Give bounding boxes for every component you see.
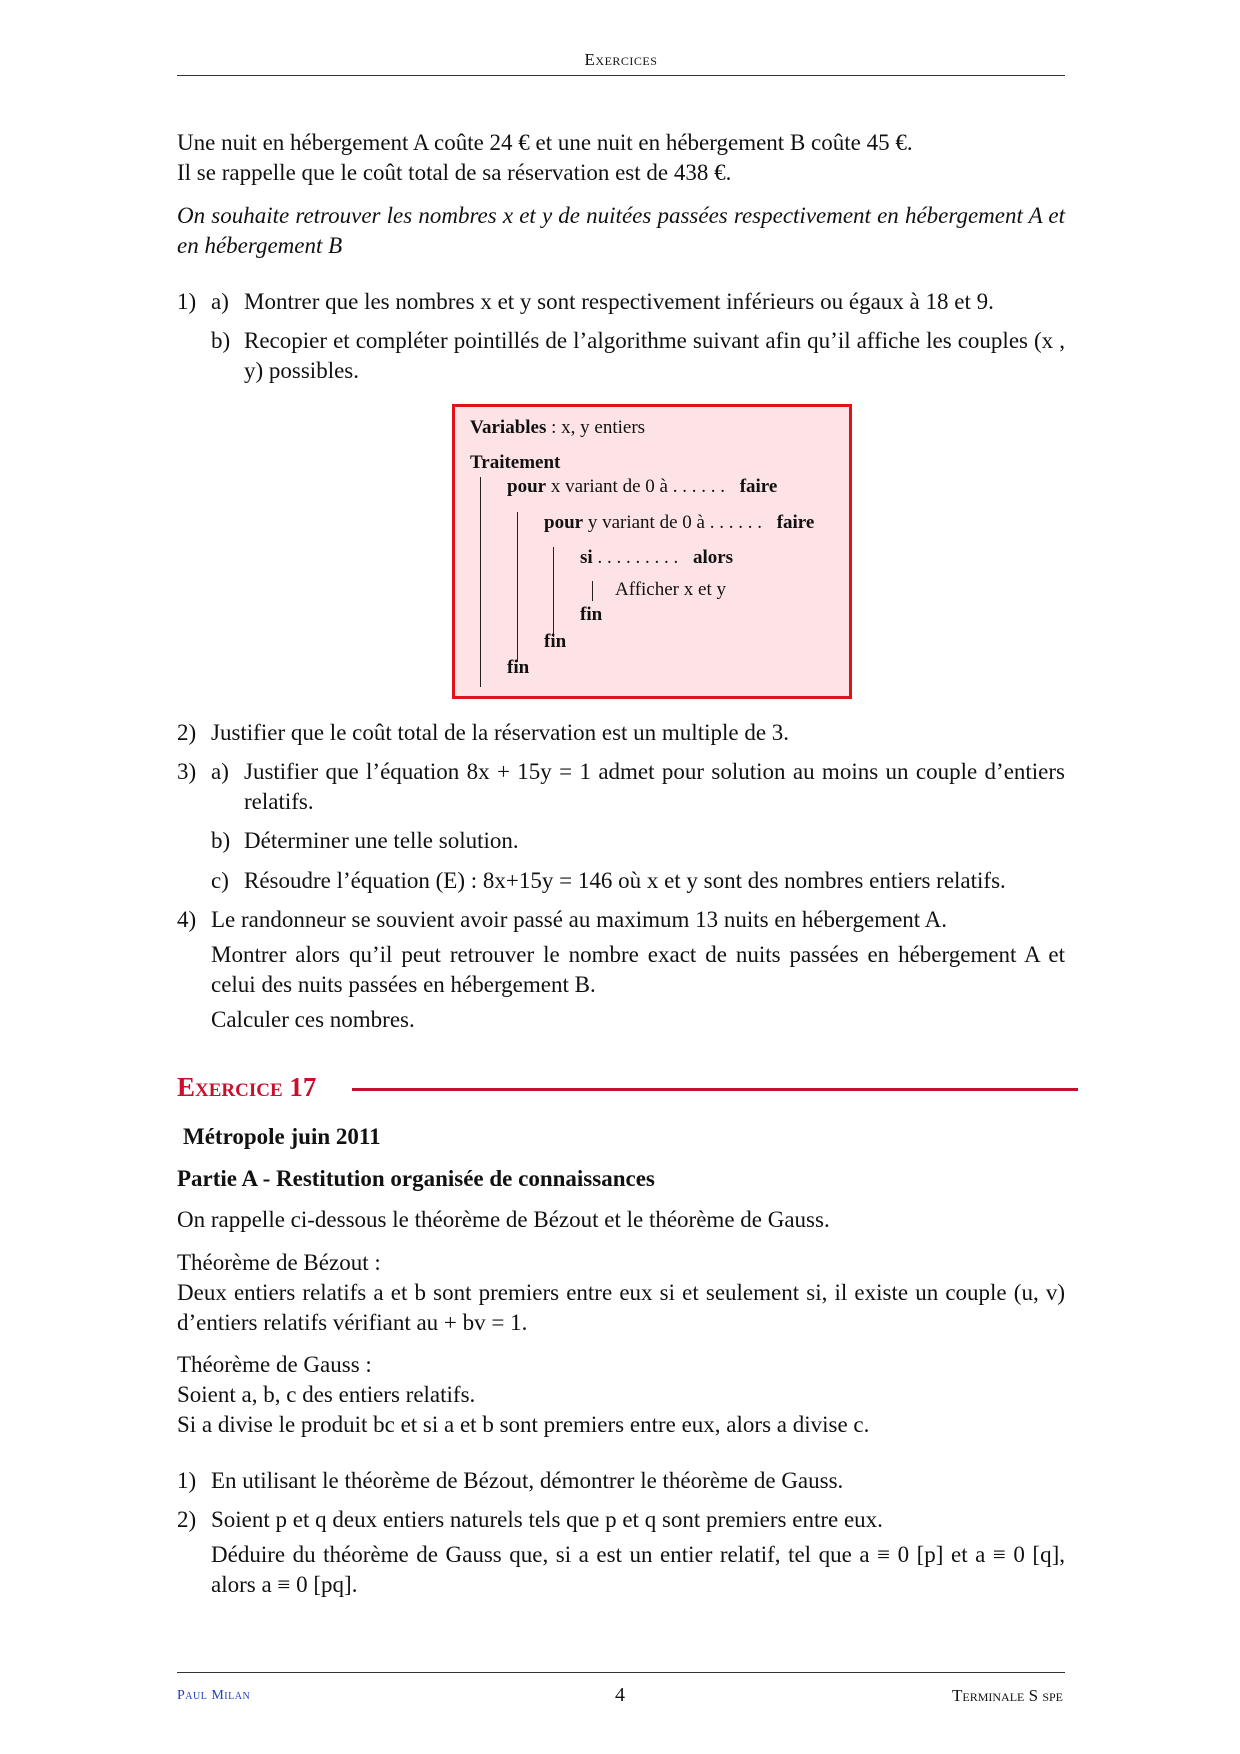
algo-if <box>580 547 733 569</box>
page-number: 4 <box>615 1684 625 1706</box>
ex17-q2-number: 2) <box>177 1507 197 1532</box>
algo-fin-loop-y: fin <box>544 631 567 652</box>
si-keyword: si <box>580 547 593 568</box>
part-a-title: Partie A - Restitution organisée de connaissances <box>177 1166 655 1191</box>
faire-keyword: faire <box>739 476 778 497</box>
pour-keyword: pour <box>544 512 584 533</box>
algorithm-box <box>452 404 852 699</box>
loop-y-text: y variant de 0 à . . . . . . <box>583 512 762 533</box>
exercise-title-rule <box>352 1088 1078 1091</box>
variables-declaration: : x, y entiers <box>546 417 646 438</box>
variables-keyword: Variables <box>470 417 547 438</box>
q1a-text: Montrer que les nombres x et y sont respectivement inférieurs ou égaux à 18 et 9. <box>244 289 994 314</box>
ex17-q1-number: 1) <box>177 1468 197 1493</box>
q4-line-3: Calculer ces nombres. <box>211 1007 415 1032</box>
gauss-line-1: Soient a, b, c des entiers relatifs. <box>177 1382 476 1407</box>
recall-text: On rappelle ci-dessous le théorème de Bézout et le théorème de Gauss. <box>177 1207 830 1232</box>
q1b-label: b) <box>211 328 231 353</box>
alors-keyword: alors <box>692 547 734 568</box>
exercise-source: Métropole juin 2011 <box>183 1124 381 1149</box>
ex17-q2-line-2: Déduire du théorème de Gauss que, si a est un entier relatif, tel que a ≡ 0 [p] et a ≡ 0 [q], alors a ≡ 0 [pq]. <box>211 1542 1065 1597</box>
faire-keyword: faire <box>776 512 815 533</box>
algo-traitement: Traitement <box>470 452 561 473</box>
q4-line-2: Montrer alors qu’il peut retrouver le nombre exact de nuits passées en hébergement A et celui des nuits passées en hébergement B. <box>211 942 1065 997</box>
bezout-text: Deux entiers relatifs a et b sont premiers entre eux si et seulement si, il existe un couple (u, v) d’entiers relatifs vérifiant au + bv = 1. <box>177 1280 1065 1335</box>
algo-loop-y <box>544 512 814 534</box>
algo-afficher: Afficher x et y <box>615 579 726 600</box>
q1b-text: Recopier et compléter pointillés de l’algorithme suivant afin qu’il affiche les couples (x , y) possibles. <box>244 328 1065 383</box>
block-bar-inner <box>553 547 554 637</box>
q4-number: 4) <box>177 907 197 932</box>
intro-line-2: Il se rappelle que le coût total de sa réservation est de 438 €. <box>177 160 732 185</box>
exercise-title: Exercice 17 <box>177 1072 317 1102</box>
block-bar-if <box>592 581 593 601</box>
algo-fin-loop-x: fin <box>507 657 530 678</box>
ex17-q2-line-1: Soient p et q deux entiers naturels tels que p et q sont premiers entre eux. <box>211 1507 883 1532</box>
q3a-text: Justifier que l’équation 8x + 15y = 1 admet pour solution au moins un couple d’entiers relatifs. <box>244 759 1065 814</box>
pour-keyword: pour <box>507 476 547 497</box>
bezout-title: Théorème de Bézout : <box>177 1250 381 1275</box>
loop-x-text: x variant de 0 à . . . . . . <box>546 476 725 497</box>
ex17-q1-text: En utilisant le théorème de Bézout, démontrer le théorème de Gauss. <box>211 1468 844 1493</box>
intro-italic: On souhaite retrouver les nombres x et y de nuitées passées respectivement en hébergement A et en hébergement B <box>177 203 1065 258</box>
footer-course: Terminale S spe <box>951 1686 1063 1705</box>
algo-fin-if: fin <box>580 604 603 625</box>
intro-line-1: Une nuit en hébergement A coûte 24 € et une nuit en hébergement B coûte 45 €. <box>177 130 913 155</box>
algo-loop-x <box>507 476 777 498</box>
gauss-line-2: Si a divise le produit bc et si a et b sont premiers entre eux, alors a divise c. <box>177 1412 870 1437</box>
q3b-label: b) <box>211 828 231 853</box>
q3a-label: a) <box>211 759 229 784</box>
if-condition: . . . . . . . . . <box>592 547 679 568</box>
q3c-text: Résoudre l’équation (E) : 8x+15y = 146 où x et y sont des nombres entiers relatifs. <box>244 868 1006 893</box>
q3b-text: Déterminer une telle solution. <box>244 828 519 853</box>
q2-text: Justifier que le coût total de la réservation est un multiple de 3. <box>211 720 790 745</box>
q3c-label: c) <box>211 868 229 893</box>
q4-line-1: Le randonneur se souvient avoir passé au maximum 13 nuits en hébergement A. <box>211 907 948 932</box>
block-bar-outer <box>480 477 481 687</box>
q1a-label: a) <box>211 289 229 314</box>
q3-number: 3) <box>177 759 197 784</box>
footer-author: Paul Milan <box>177 1688 251 1703</box>
footer-rule <box>177 1672 1065 1673</box>
algo-variables <box>470 417 645 439</box>
q1-number: 1) <box>177 289 197 314</box>
header-rule <box>177 75 1065 76</box>
q2-number: 2) <box>177 720 197 745</box>
gauss-title: Théorème de Gauss : <box>177 1352 372 1377</box>
block-bar-middle <box>517 512 518 662</box>
running-header: Exercices <box>584 50 658 69</box>
